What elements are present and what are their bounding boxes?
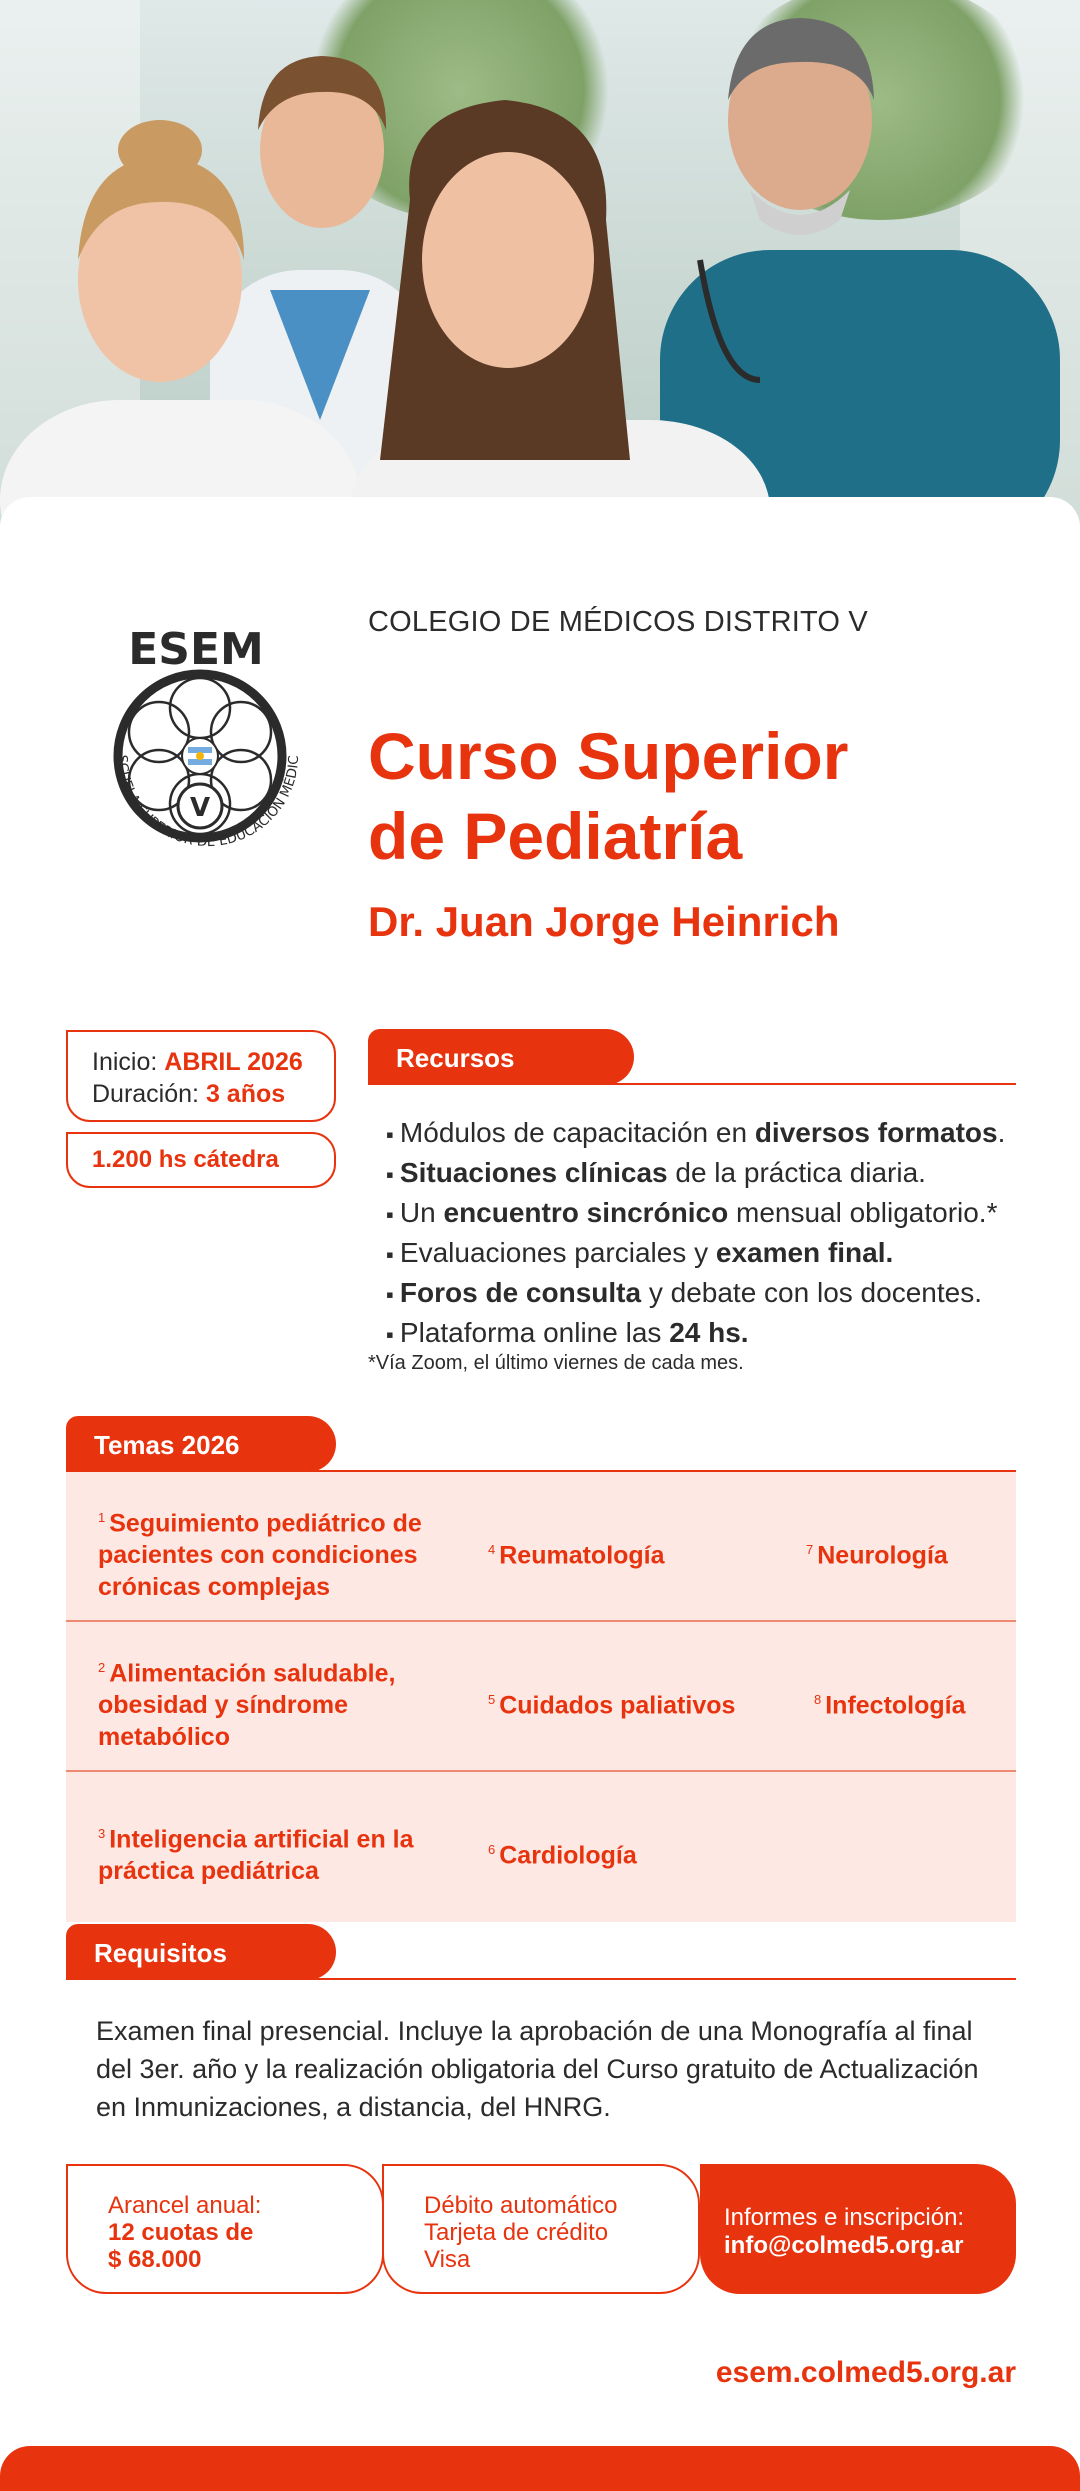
fee-amount: $ 68.000 [108,2246,202,2273]
tema-item-2: $^2$ Alimentación saludable, obesidad y síndrome metabólico [98,1659,396,1752]
start-date: Inicio: ABRIL 2026 [92,1048,303,1076]
list-item: ▪ Módulos de capacitación en diversos formatos. [386,1114,1046,1154]
recursos-list [386,1114,1046,1354]
list-item: ▪ Evaluaciones parciales y examen final. [386,1234,1046,1274]
course-title [368,716,1008,876]
tema-item-1: $^1$ Seguimiento pediátrico de pacientes con condiciones crónicas complejas [98,1509,422,1602]
hero-photo [0,0,1080,540]
course-title-line1: Curso Superior [368,719,849,793]
annual-fee-box [66,2164,384,2294]
zoom-note: *Vía Zoom, el último viernes de cada mes. [368,1352,744,1374]
hours-box: 1.200 hs cátedra [66,1132,336,1188]
logo-text-top: ESEM [128,624,264,675]
list-item: ▪ Foros de consulta y debate con los docentes. [386,1274,1046,1314]
course-director: Dr. Juan Jorge Heinrich [368,898,840,945]
contact-box [700,2164,1016,2294]
payment-method: Débito automático [424,2192,618,2219]
tema-item-3: $^3$ Inteligencia artificial en la práctica pediátrica [98,1825,414,1886]
course-title-line2: de Pediatría [368,799,743,873]
tema-item-8: $^8$ Infectología [814,1691,966,1720]
requisitos-tab: Requisitos [66,1924,336,1980]
temas-row [66,1472,1016,1622]
payment-methods-box [382,2164,700,2294]
temas-row [66,1622,1016,1772]
list-item: ▪ Situaciones clínicas de la práctica diaria. [386,1154,1046,1194]
temas-row [66,1772,1016,1922]
esem-logo [80,616,320,876]
payment-method: Visa [424,2246,471,2273]
doctors-group-illustration [0,0,1080,540]
list-item: ▪ Plataforma online las 24 hs. [386,1314,1046,1354]
duration: Duración: 3 años [92,1080,286,1108]
contact-email[interactable]: info@colmed5.org.ar [724,2232,964,2259]
recursos-tab: Recursos [368,1029,634,1085]
start-duration-box [66,1030,336,1122]
list-item: ▪ Un encuentro sincrónico mensual obligatorio.* [386,1194,1046,1234]
temas-grid [66,1472,1016,1922]
organization-name: COLEGIO DE MÉDICOS DISTRITO V [368,606,868,638]
tema-item-4: $^4$ Reumatología [488,1541,665,1570]
payment-method: Tarjeta de crédito [424,2219,609,2246]
requisitos-text: Examen final presencial. Incluye la aprobación de una Monografía al final del 3er. año y la realización obligatoria del Curso gratuito de Actualización en Inmunizaciones, a distancia, del HNRG. [96,2016,979,2122]
temas-tab: Temas 2026 [66,1416,336,1472]
website-link[interactable]: esem.colmed5.org.ar [715,2356,1016,2389]
tema-item-6: $^6$ Cardiología [488,1841,637,1870]
contact-label: Informes e inscripción: [724,2204,965,2231]
fee-installments: 12 cuotas de [108,2219,254,2246]
tema-item-7: $^7$ Neurología [806,1541,948,1570]
fee-label: Arancel anual: [108,2192,262,2219]
logo-center-letter: V [189,793,211,823]
logo-ring-text: SCUELA SUPERIOR DE EDUCACIÓN MÉDIC [113,754,303,851]
tema-item-5: $^5$ Cuidados paliativos [488,1691,736,1720]
requisitos-divider [66,1978,1016,1980]
recursos-divider [368,1083,1016,1085]
footer-bar [0,2446,1080,2491]
